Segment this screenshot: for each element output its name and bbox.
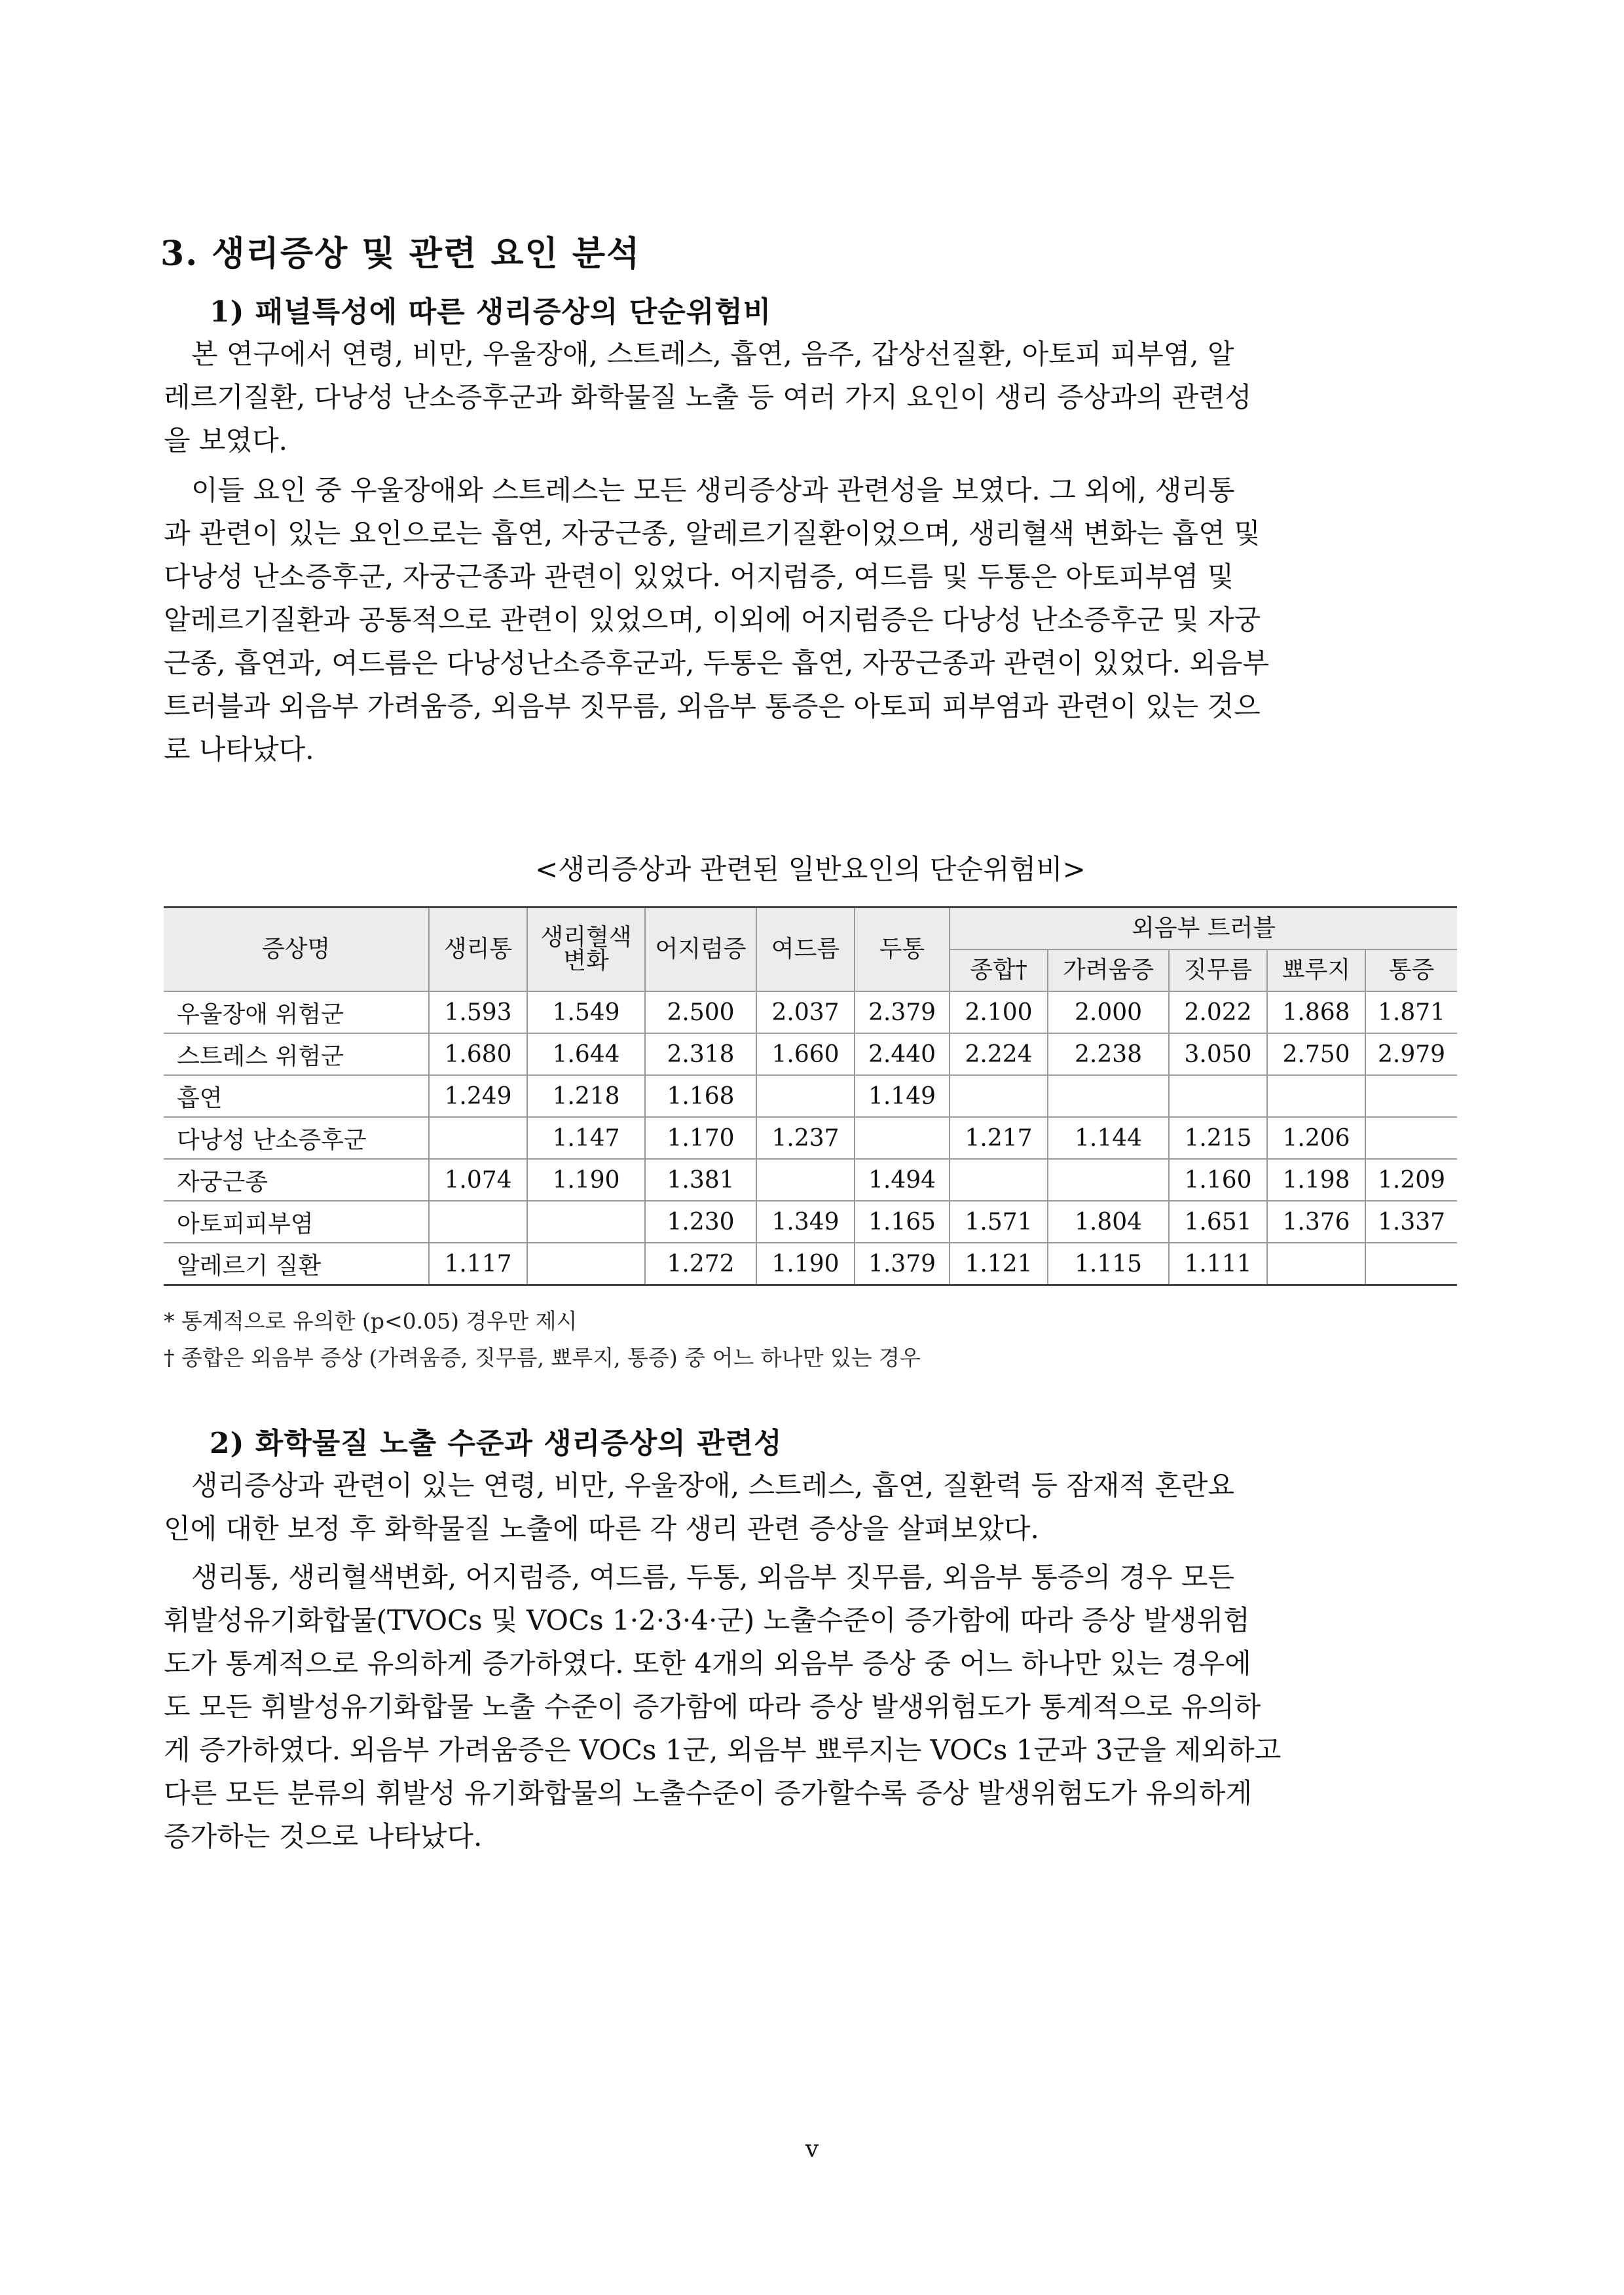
table-row bbox=[164, 1033, 1457, 1075]
paragraph-line: 트러블과 외음부 가려움증, 외음부 짓무름, 외음부 통증은 아토피 피부염과 관련이 있는 것으 bbox=[164, 690, 1261, 722]
table-cell: 1.249 bbox=[429, 1075, 527, 1117]
table-row bbox=[164, 1243, 1457, 1285]
paragraph-line: 생리증상과 관련이 있는 연령, 비만, 우울장애, 스트레스, 흡연, 질환력 등 잠재적 혼란요 bbox=[164, 1469, 1235, 1501]
table-cell: 1.115 bbox=[1048, 1243, 1169, 1285]
table-cell: 1.121 bbox=[950, 1243, 1048, 1285]
row-label: 흡연 bbox=[164, 1075, 429, 1117]
table-cell: 1.337 bbox=[1365, 1201, 1457, 1243]
table-row bbox=[164, 1075, 1457, 1117]
table-cell: 1.190 bbox=[527, 1159, 645, 1201]
table-cell: 1.165 bbox=[855, 1201, 950, 1243]
paragraph-line: 본 연구에서 연령, 비만, 우울장애, 스트레스, 흡연, 음주, 갑상선질환, 아토피 피부염, 알 bbox=[164, 338, 1234, 370]
header-vulva-erosion: 짓무름 bbox=[1169, 949, 1267, 991]
table-cell bbox=[855, 1117, 950, 1159]
table-cell: 2.440 bbox=[855, 1033, 950, 1075]
header-dizziness: 어지럼증 bbox=[645, 908, 756, 992]
table-cell: 1.170 bbox=[645, 1117, 756, 1159]
table-cell: 1.149 bbox=[855, 1075, 950, 1117]
row-label: 스트레스 위험군 bbox=[164, 1033, 429, 1075]
header-symptom: 증상명 bbox=[164, 908, 429, 992]
header-vulva-pain: 통증 bbox=[1365, 949, 1457, 991]
paragraph-line: 다른 모든 분류의 휘발성 유기화합물의 노출수준이 증가할수록 증상 발생위험도가 유의하게 bbox=[164, 1777, 1252, 1809]
table-cell bbox=[1267, 1075, 1365, 1117]
row-label: 우울장애 위험군 bbox=[164, 991, 429, 1033]
table-caption: <생리증상과 관련된 일반요인의 단순위험비> bbox=[535, 853, 1086, 885]
table-cell: 2.000 bbox=[1048, 991, 1169, 1033]
table-cell bbox=[1048, 1075, 1169, 1117]
table-cell: 1.147 bbox=[527, 1117, 645, 1159]
table-cell: 1.644 bbox=[527, 1033, 645, 1075]
header-headache: 두통 bbox=[855, 908, 950, 992]
table-cell bbox=[1048, 1159, 1169, 1201]
table-cell: 1.651 bbox=[1169, 1201, 1267, 1243]
table-cell: 1.680 bbox=[429, 1033, 527, 1075]
table-cell: 1.144 bbox=[1048, 1117, 1169, 1159]
table-cell: 1.804 bbox=[1048, 1201, 1169, 1243]
table-note-overall: † 종합은 외음부 증상 (가려움증, 짓무름, 뾰루지, 통증) 중 어느 하나만 있는 경우 bbox=[164, 1345, 921, 1370]
table-cell: 2.979 bbox=[1365, 1033, 1457, 1075]
table-cell: 1.230 bbox=[645, 1201, 756, 1243]
table-cell: 2.500 bbox=[645, 991, 756, 1033]
table-cell: 1.160 bbox=[1169, 1159, 1267, 1201]
table-cell bbox=[429, 1201, 527, 1243]
paragraph-line: 증가하는 것으로 나타났다. bbox=[164, 1820, 483, 1852]
table-cell bbox=[1267, 1243, 1365, 1285]
table-cell: 1.190 bbox=[756, 1243, 855, 1285]
table-cell bbox=[429, 1117, 527, 1159]
table-row bbox=[164, 1117, 1457, 1159]
table-cell bbox=[950, 1159, 1048, 1201]
paragraph-line: 근종, 흡연과, 여드름은 다낭성난소증후군과, 두통은 흡연, 자꿍근종과 관련이 있었다. 외음부 bbox=[164, 647, 1270, 679]
paragraph-line: 레르기질환, 다낭성 난소증후군과 화학물질 노출 등 여러 가지 요인이 생리 증상과의 관련성 bbox=[164, 381, 1252, 413]
paragraph-line: 인에 대한 보정 후 화학물질 노출에 따른 각 생리 관련 증상을 살펴보았다. bbox=[164, 1513, 1039, 1545]
table-cell: 2.238 bbox=[1048, 1033, 1169, 1075]
subsection-title-1: 1) 패널특성에 따른 생리증상의 단순위험비 bbox=[210, 295, 772, 329]
paragraph-4 bbox=[164, 1556, 1457, 1858]
table-cell: 1.111 bbox=[1169, 1243, 1267, 1285]
table-cell: 2.100 bbox=[950, 991, 1048, 1033]
table-cell bbox=[527, 1201, 645, 1243]
page-number: v bbox=[805, 2136, 819, 2163]
paragraph-line: 다낭성 난소증후군, 자궁근종과 관련이 있었다. 어지럼증, 여드름 및 두통은 아토피부염 및 bbox=[164, 560, 1234, 593]
paragraph-1 bbox=[164, 333, 1457, 462]
table-cell bbox=[1365, 1243, 1457, 1285]
table-note-significance: * 통계적으로 유의한 (p<0.05) 경우만 제시 bbox=[164, 1308, 578, 1334]
table-cell: 2.022 bbox=[1169, 991, 1267, 1033]
row-label: 아토피피부염 bbox=[164, 1201, 429, 1243]
table-cell bbox=[1169, 1075, 1267, 1117]
paragraph-3 bbox=[164, 1464, 1457, 1551]
table-cell: 1.376 bbox=[1267, 1201, 1365, 1243]
table-row bbox=[164, 1201, 1457, 1243]
subsection-title-2: 2) 화학물질 노출 수준과 생리증상의 관련성 bbox=[210, 1427, 783, 1460]
table-cell: 2.037 bbox=[756, 991, 855, 1033]
table-cell: 1.571 bbox=[950, 1201, 1048, 1243]
paragraph-2 bbox=[164, 469, 1457, 771]
table-row bbox=[164, 991, 1457, 1033]
section-title: 3. 생리증상 및 관련 요인 분석 bbox=[160, 234, 641, 274]
paragraph-line: 게 증가하였다. 외음부 가려움증은 VOCs 1군, 외음부 뾰루지는 VOCs 1군과 3군을 제외하고 bbox=[164, 1734, 1282, 1766]
paragraph-line: 도 모든 휘발성유기화합물 노출 수준이 증가함에 따라 증상 발생위험도가 통계적으로 유의하 bbox=[164, 1691, 1261, 1723]
row-label: 자궁근종 bbox=[164, 1159, 429, 1201]
paragraph-line: 로 나타났다. bbox=[164, 733, 314, 765]
table-cell: 1.549 bbox=[527, 991, 645, 1033]
table-cell: 1.660 bbox=[756, 1033, 855, 1075]
table-cell: 1.868 bbox=[1267, 991, 1365, 1033]
header-vulva-overall: 종합† bbox=[950, 949, 1048, 991]
table-cell: 2.224 bbox=[950, 1033, 1048, 1075]
paragraph-line: 알레르기질환과 공통적으로 관련이 있었으며, 이외에 어지럼증은 다낭성 난소증후군 및 자궁 bbox=[164, 604, 1261, 636]
header-acne: 여드름 bbox=[756, 908, 855, 992]
table-cell: 1.349 bbox=[756, 1201, 855, 1243]
table-cell: 1.168 bbox=[645, 1075, 756, 1117]
table-cell bbox=[527, 1243, 645, 1285]
table-cell: 1.272 bbox=[645, 1243, 756, 1285]
paragraph-line: 휘발성유기화합물(TVOCs 및 VOCs 1·2·3·4·군) 노출수준이 증가함에 따라 증상 발생위험 bbox=[164, 1604, 1250, 1636]
table-cell: 1.494 bbox=[855, 1159, 950, 1201]
table-cell bbox=[756, 1159, 855, 1201]
header-vulva-pimple: 뾰루지 bbox=[1267, 949, 1365, 991]
paragraph-line: 과 관련이 있는 요인으로는 흡연, 자궁근종, 알레르기질환이었으며, 생리혈색 변화는 흡연 및 bbox=[164, 517, 1261, 549]
table-cell: 1.593 bbox=[429, 991, 527, 1033]
paragraph-line: 생리통, 생리혈색변화, 어지럼증, 여드름, 두통, 외음부 짓무름, 외음부 통증의 경우 모든 bbox=[164, 1561, 1235, 1593]
header-vulva-trouble: 외음부 트러블 bbox=[950, 908, 1457, 950]
table-cell bbox=[950, 1075, 1048, 1117]
table-row bbox=[164, 1159, 1457, 1201]
table-cell: 2.318 bbox=[645, 1033, 756, 1075]
table-cell: 1.217 bbox=[950, 1117, 1048, 1159]
row-label: 알레르기 질환 bbox=[164, 1243, 429, 1285]
table-cell: 1.209 bbox=[1365, 1159, 1457, 1201]
table-cell: 1.215 bbox=[1169, 1117, 1267, 1159]
header-vulva-itching: 가려움증 bbox=[1048, 949, 1169, 991]
table-cell: 2.379 bbox=[855, 991, 950, 1033]
table-cell bbox=[1365, 1075, 1457, 1117]
header-menstrual-pain: 생리통 bbox=[429, 908, 527, 992]
paragraph-line: 을 보였다. bbox=[164, 424, 287, 456]
table-cell: 2.750 bbox=[1267, 1033, 1365, 1075]
table-cell: 1.218 bbox=[527, 1075, 645, 1117]
table-cell: 1.871 bbox=[1365, 991, 1457, 1033]
table-cell: 1.379 bbox=[855, 1243, 950, 1285]
table-cell bbox=[756, 1075, 855, 1117]
table-cell: 1.381 bbox=[645, 1159, 756, 1201]
table-cell: 1.074 bbox=[429, 1159, 527, 1201]
table-cell: 1.206 bbox=[1267, 1117, 1365, 1159]
paragraph-line: 도가 통계적으로 유의하게 증가하였다. 또한 4개의 외음부 증상 중 어느 하나만 있는 경우에 bbox=[164, 1647, 1251, 1680]
table-cell: 1.198 bbox=[1267, 1159, 1365, 1201]
paragraph-line: 이들 요인 중 우울장애와 스트레스는 모든 생리증상과 관련성을 보였다. 그 외에, 생리통 bbox=[164, 474, 1235, 506]
header-blood-color-change: 생리혈색 변화 bbox=[527, 908, 645, 992]
risk-ratio-table bbox=[164, 906, 1457, 1286]
row-label: 다낭성 난소증후군 bbox=[164, 1117, 429, 1159]
table-cell: 1.117 bbox=[429, 1243, 527, 1285]
table-cell: 3.050 bbox=[1169, 1033, 1267, 1075]
table-cell bbox=[1365, 1117, 1457, 1159]
table-cell: 1.237 bbox=[756, 1117, 855, 1159]
